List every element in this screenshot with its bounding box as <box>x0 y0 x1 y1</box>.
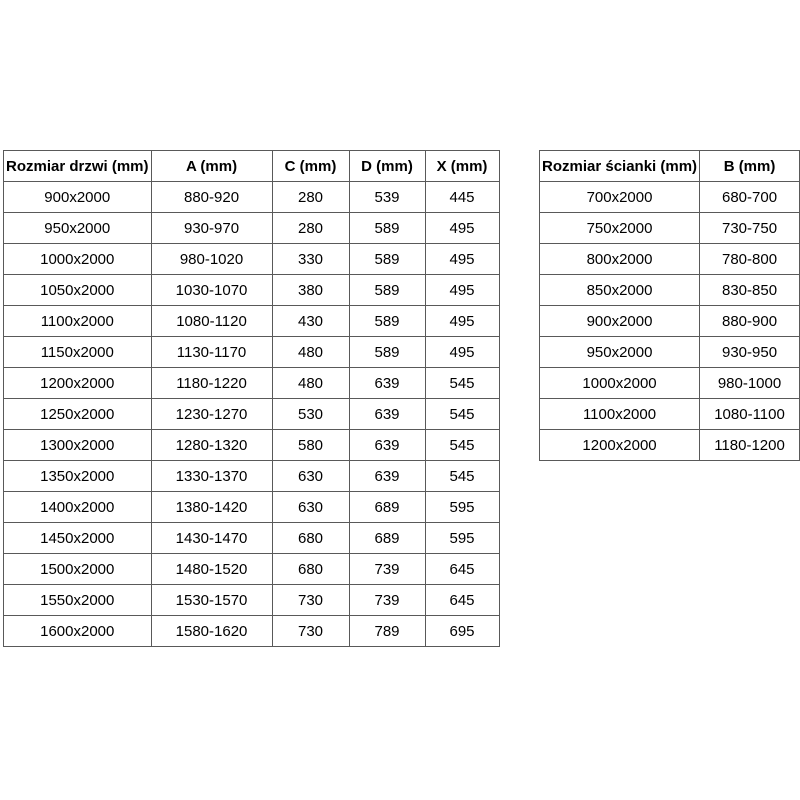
door-sizes-table-header <box>4 151 500 182</box>
table-cell: 1550x2000 <box>4 585 152 616</box>
table-row <box>4 275 500 306</box>
table-cell: 1000x2000 <box>540 368 700 399</box>
table-cell: 1230-1270 <box>151 399 272 430</box>
table-cell: 545 <box>425 461 499 492</box>
column-header: Rozmiar ścianki (mm) <box>540 151 700 182</box>
table-cell: 689 <box>349 492 425 523</box>
table-cell: 1100x2000 <box>4 306 152 337</box>
wall-sizes-table-container <box>539 150 800 461</box>
table-row <box>540 213 800 244</box>
table-cell: 495 <box>425 244 499 275</box>
column-header: D (mm) <box>349 151 425 182</box>
table-row <box>540 430 800 461</box>
table-cell: 1200x2000 <box>540 430 700 461</box>
table-cell: 830-850 <box>700 275 800 306</box>
table-cell: 1600x2000 <box>4 616 152 647</box>
table-cell: 900x2000 <box>4 182 152 213</box>
table-cell: 780-800 <box>700 244 800 275</box>
table-cell: 689 <box>349 523 425 554</box>
table-cell: 480 <box>272 337 349 368</box>
table-cell: 589 <box>349 244 425 275</box>
table-cell: 880-900 <box>700 306 800 337</box>
table-cell: 1150x2000 <box>4 337 152 368</box>
column-header: X (mm) <box>425 151 499 182</box>
table-cell: 1350x2000 <box>4 461 152 492</box>
table-cell: 1180-1200 <box>700 430 800 461</box>
table-cell: 1180-1220 <box>151 368 272 399</box>
table-cell: 980-1000 <box>700 368 800 399</box>
table-cell: 900x2000 <box>540 306 700 337</box>
table-cell: 1580-1620 <box>151 616 272 647</box>
table-row <box>4 554 500 585</box>
table-cell: 1300x2000 <box>4 430 152 461</box>
table-cell: 730-750 <box>700 213 800 244</box>
column-header: A (mm) <box>151 151 272 182</box>
table-row <box>540 244 800 275</box>
table-row <box>4 461 500 492</box>
table-cell: 1500x2000 <box>4 554 152 585</box>
table-cell: 730 <box>272 616 349 647</box>
table-cell: 580 <box>272 430 349 461</box>
column-header: Rozmiar drzwi (mm) <box>4 151 152 182</box>
table-cell: 645 <box>425 554 499 585</box>
table-cell: 639 <box>349 399 425 430</box>
table-row <box>540 306 800 337</box>
table-cell: 495 <box>425 213 499 244</box>
header-row <box>4 151 500 182</box>
table-row <box>540 337 800 368</box>
table-cell: 430 <box>272 306 349 337</box>
table-cell: 1250x2000 <box>4 399 152 430</box>
table-cell: 930-970 <box>151 213 272 244</box>
table-row <box>4 368 500 399</box>
table-cell: 1330-1370 <box>151 461 272 492</box>
table-cell: 950x2000 <box>540 337 700 368</box>
table-row <box>4 244 500 275</box>
table-cell: 1000x2000 <box>4 244 152 275</box>
table-cell: 530 <box>272 399 349 430</box>
table-row <box>540 399 800 430</box>
table-cell: 850x2000 <box>540 275 700 306</box>
table-cell: 1530-1570 <box>151 585 272 616</box>
table-cell: 1130-1170 <box>151 337 272 368</box>
table-cell: 980-1020 <box>151 244 272 275</box>
column-header: C (mm) <box>272 151 349 182</box>
table-cell: 1400x2000 <box>4 492 152 523</box>
table-row <box>4 523 500 554</box>
table-row <box>4 213 500 244</box>
door-sizes-table-container <box>3 150 500 647</box>
table-cell: 639 <box>349 368 425 399</box>
table-row <box>540 368 800 399</box>
table-cell: 539 <box>349 182 425 213</box>
table-cell: 380 <box>272 275 349 306</box>
table-row <box>4 399 500 430</box>
table-cell: 880-920 <box>151 182 272 213</box>
table-cell: 739 <box>349 554 425 585</box>
table-cell: 700x2000 <box>540 182 700 213</box>
header-row <box>540 151 800 182</box>
table-cell: 595 <box>425 492 499 523</box>
table-cell: 1280-1320 <box>151 430 272 461</box>
table-cell: 695 <box>425 616 499 647</box>
table-cell: 1430-1470 <box>151 523 272 554</box>
table-cell: 280 <box>272 182 349 213</box>
table-cell: 495 <box>425 306 499 337</box>
table-cell: 1380-1420 <box>151 492 272 523</box>
table-cell: 1050x2000 <box>4 275 152 306</box>
table-cell: 789 <box>349 616 425 647</box>
table-cell: 1080-1100 <box>700 399 800 430</box>
table-cell: 545 <box>425 368 499 399</box>
table-cell: 1200x2000 <box>4 368 152 399</box>
table-cell: 589 <box>349 337 425 368</box>
table-cell: 1030-1070 <box>151 275 272 306</box>
table-cell: 1100x2000 <box>540 399 700 430</box>
wall-sizes-table-header <box>540 151 800 182</box>
door-sizes-table <box>3 150 500 647</box>
table-row <box>4 306 500 337</box>
table-cell: 495 <box>425 337 499 368</box>
table-cell: 589 <box>349 306 425 337</box>
door-sizes-table-body <box>4 182 500 647</box>
table-cell: 1480-1520 <box>151 554 272 585</box>
table-cell: 800x2000 <box>540 244 700 275</box>
table-cell: 545 <box>425 430 499 461</box>
table-cell: 639 <box>349 461 425 492</box>
table-row <box>4 585 500 616</box>
table-cell: 680 <box>272 554 349 585</box>
table-cell: 630 <box>272 461 349 492</box>
table-row <box>4 616 500 647</box>
table-cell: 1450x2000 <box>4 523 152 554</box>
table-cell: 495 <box>425 275 499 306</box>
table-cell: 545 <box>425 399 499 430</box>
table-row <box>4 182 500 213</box>
table-cell: 645 <box>425 585 499 616</box>
table-cell: 589 <box>349 275 425 306</box>
table-cell: 739 <box>349 585 425 616</box>
wall-sizes-table <box>539 150 800 461</box>
table-row <box>4 337 500 368</box>
table-cell: 930-950 <box>700 337 800 368</box>
table-cell: 680 <box>272 523 349 554</box>
table-cell: 750x2000 <box>540 213 700 244</box>
table-cell: 680-700 <box>700 182 800 213</box>
table-row <box>540 275 800 306</box>
column-header: B (mm) <box>700 151 800 182</box>
table-cell: 480 <box>272 368 349 399</box>
table-cell: 280 <box>272 213 349 244</box>
table-cell: 630 <box>272 492 349 523</box>
table-cell: 445 <box>425 182 499 213</box>
table-cell: 1080-1120 <box>151 306 272 337</box>
table-cell: 950x2000 <box>4 213 152 244</box>
table-row <box>4 492 500 523</box>
table-row <box>540 182 800 213</box>
table-cell: 730 <box>272 585 349 616</box>
table-cell: 639 <box>349 430 425 461</box>
table-cell: 589 <box>349 213 425 244</box>
table-row <box>4 430 500 461</box>
table-cell: 595 <box>425 523 499 554</box>
wall-sizes-table-body <box>540 182 800 461</box>
table-cell: 330 <box>272 244 349 275</box>
